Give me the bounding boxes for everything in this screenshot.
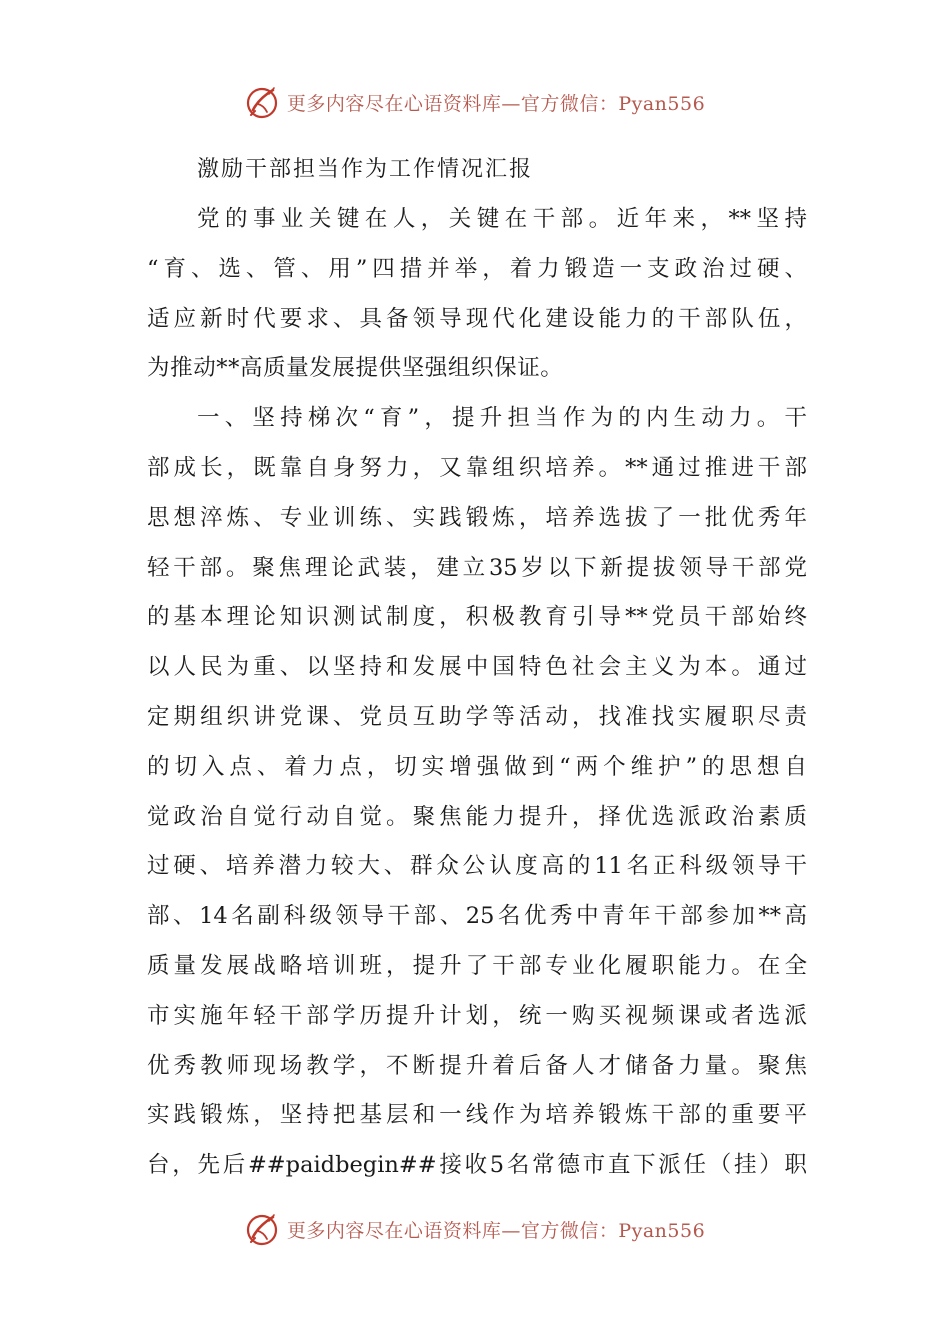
paragraph-line: 台，先后##paidbegin##接收5名常德市直下派任（挂）职 xyxy=(147,1152,807,1179)
pen-logo-icon xyxy=(245,1211,281,1247)
paragraph-line: 实践锻炼，坚持把基层和一线作为培养锻炼干部的重要平 xyxy=(147,1102,807,1129)
paragraph-line: 思想淬炼、专业训练、实践锻炼，培养选拔了一批优秀年 xyxy=(147,504,807,531)
paragraph-line: 质量发展战略培训班，提升了干部专业化履职能力。在全 xyxy=(147,952,807,979)
paragraph-line: 轻干部。聚焦理论武装，建立35岁以下新提拔领导干部党 xyxy=(147,554,807,581)
paragraph-line: “育、选、管、用”四措并举，着力锻造一支政治过硬、 xyxy=(147,255,807,282)
footer-watermark-banner xyxy=(0,1207,950,1251)
paragraph-line: 适应新时代要求、具备领导现代化建设能力的干部队伍， xyxy=(147,305,807,332)
paragraph-line: 定期组织讲党课、党员互助学等活动，找准找实履职尽责 xyxy=(147,703,807,730)
paragraph-line: 市实施年轻干部学历提升计划，统一购买视频课或者选派 xyxy=(147,1002,807,1029)
paragraph-line: 部成长，既靠自身努力，又靠组织培养。**通过推进干部 xyxy=(147,454,807,481)
paragraph-line: 觉政治自觉行动自觉。聚焦能力提升，择优选派政治素质 xyxy=(147,803,807,830)
section-heading-line: 一、坚持梯次“育”，提升担当作为的内生动力。干 xyxy=(197,405,807,432)
document-body xyxy=(147,195,807,1191)
watermark-text: 更多内容尽在心语资料库—官方微信：Pyan556 xyxy=(286,92,706,115)
paragraph-line: 党的事业关键在人，关键在干部。近年来，**坚持 xyxy=(197,206,807,232)
pen-logo-icon xyxy=(245,84,281,120)
paragraph-line: 的切入点、着力点，切实增强做到“两个维护”的思想自 xyxy=(147,753,807,780)
header-watermark-banner xyxy=(0,80,950,124)
document-title: 激励干部担当作为工作情况汇报 xyxy=(197,157,534,182)
paragraph-line: 部、14名副科级领导干部、25名优秀中青年干部参加**高 xyxy=(147,903,807,930)
watermark-text: 更多内容尽在心语资料库—官方微信：Pyan556 xyxy=(286,1219,706,1242)
paragraph-line: 为推动**高质量发展提供坚强组织保证。 xyxy=(147,355,564,382)
paragraph-line: 优秀教师现场教学，不断提升着后备人才储备力量。聚焦 xyxy=(147,1052,807,1079)
paragraph-line: 的基本理论知识测试制度，积极教育引导**党员干部始终 xyxy=(147,604,807,631)
paragraph-line: 过硬、培养潜力较大、群众公认度高的11名正科级领导干 xyxy=(147,853,807,880)
paragraph-line: 以人民为重、以坚持和发展中国特色社会主义为本。通过 xyxy=(147,654,807,681)
